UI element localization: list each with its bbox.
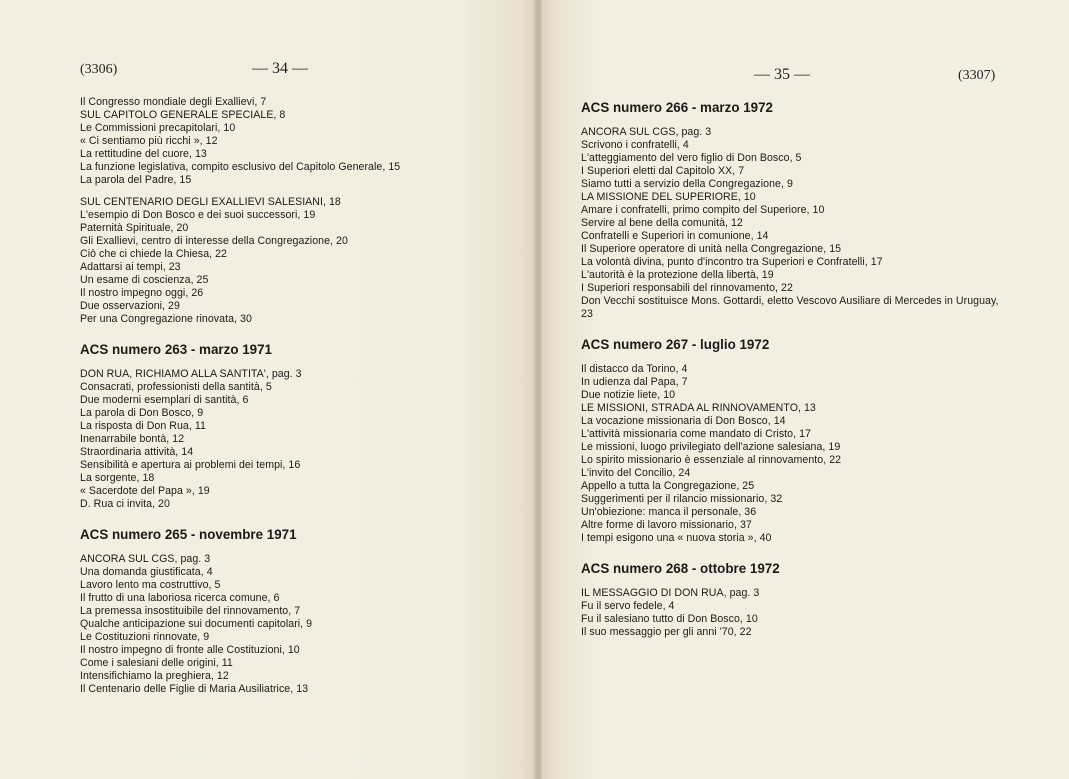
index-entry: Il Superiore operatore di unità nella Congregazione, 15 bbox=[581, 243, 842, 255]
left-index-column bbox=[80, 96, 520, 712]
index-entry: La parola di Don Bosco, 9 bbox=[80, 407, 204, 419]
index-entry: Gli Exallievi, centro di interesse della Congregazione, 20 bbox=[80, 235, 348, 247]
index-block bbox=[80, 196, 520, 326]
index-entry: Altre forme di lavoro missionario, 37 bbox=[581, 519, 752, 531]
index-entry: L'attività missionaria come mandato di Cristo, 17 bbox=[581, 428, 811, 440]
index-block bbox=[581, 587, 1001, 639]
index-entry: ANCORA SUL CGS, pag. 3 bbox=[581, 126, 712, 138]
index-entry: La premessa insostituibile del rinnovamento, 7 bbox=[80, 605, 301, 617]
index-entry: Suggerimenti per il rilancio missionario, 32 bbox=[581, 493, 783, 505]
index-entry: Il frutto di una laboriosa ricerca comune, 6 bbox=[80, 592, 280, 604]
index-entry: Inenarrabile bontà, 12 bbox=[80, 433, 185, 445]
index-block bbox=[581, 363, 1001, 545]
index-entry: I Superiori responsabili del rinnovamento, 22 bbox=[581, 282, 793, 294]
index-entry: Un'obiezione: manca il personale, 36 bbox=[581, 506, 757, 518]
index-entry: Come i salesiani delle origini, 11 bbox=[80, 657, 233, 669]
index-entry: Due osservazioni, 29 bbox=[80, 300, 180, 312]
left-header-number: (3306) bbox=[80, 62, 118, 77]
index-entry: Il Congresso mondiale degli Exallievi, 7 bbox=[80, 96, 267, 108]
index-entry: Lavoro lento ma costruttivo, 5 bbox=[80, 579, 221, 591]
index-entry: Il nostro impegno di fronte alle Costituzioni, 10 bbox=[80, 644, 300, 656]
index-block bbox=[80, 368, 520, 511]
index-entry: La vocazione missionaria di Don Bosco, 14 bbox=[581, 415, 786, 427]
left-page-number: — 34 — bbox=[252, 60, 308, 77]
right-header-number: (3307) bbox=[958, 68, 996, 83]
section-title: ACS numero 265 - novembre 1971 bbox=[80, 527, 297, 542]
index-entry: Lo spirito missionario è essenziale al rinnovamento, 22 bbox=[581, 454, 842, 466]
index-entry: Appello a tutta la Congregazione, 25 bbox=[581, 480, 755, 492]
index-section bbox=[581, 561, 1001, 639]
index-entry: Il nostro impegno oggi, 26 bbox=[80, 287, 204, 299]
section-title: ACS numero 267 - luglio 1972 bbox=[581, 337, 770, 352]
index-entry: I Superiori eletti dal Capitolo XX, 7 bbox=[581, 165, 745, 177]
index-entry: Paternità Spirituale, 20 bbox=[80, 222, 189, 234]
index-section bbox=[80, 96, 520, 326]
index-section bbox=[80, 527, 520, 696]
index-entry: In udienza dal Papa, 7 bbox=[581, 376, 688, 388]
index-entry: Il Centenario delle Figlie di Maria Ausiliatrice, 13 bbox=[80, 683, 309, 695]
index-entry: L'esempio di Don Bosco e dei suoi successori, 19 bbox=[80, 209, 316, 221]
index-entry: I tempi esigono una « nuova storia », 40 bbox=[581, 532, 772, 544]
index-section bbox=[581, 337, 1001, 545]
book-gutter bbox=[534, 0, 542, 779]
section-title: ACS numero 263 - marzo 1971 bbox=[80, 342, 273, 357]
index-entry: Consacrati, professionisti della santità, 5 bbox=[80, 381, 272, 393]
section-title: ACS numero 268 - ottobre 1972 bbox=[581, 561, 780, 576]
index-entry: La funzione legislativa, compito esclusivo del Capitolo Generale, 15 bbox=[80, 161, 401, 173]
right-page-number: — 35 — bbox=[754, 66, 810, 83]
index-entry: L'autorità è la protezione della libertà, 19 bbox=[581, 269, 774, 281]
index-entry: L'invito del Concilio, 24 bbox=[581, 467, 691, 479]
index-block bbox=[80, 553, 520, 696]
index-entry: SUL CENTENARIO DEGLI EXALLIEVI SALESIANI, 18 bbox=[80, 196, 341, 208]
index-entry: Intensifichiamo la preghiera, 12 bbox=[80, 670, 229, 682]
index-section bbox=[80, 342, 520, 511]
index-entry: Le missioni, luogo privilegiato dell'azione salesiana, 19 bbox=[581, 441, 841, 453]
index-entry: D. Rua ci invita, 20 bbox=[80, 498, 170, 510]
index-block bbox=[80, 96, 520, 187]
index-entry: Sensibilità e apertura ai problemi dei tempi, 16 bbox=[80, 459, 301, 471]
index-entry: Siamo tutti a servizio della Congregazione, 9 bbox=[581, 178, 793, 190]
index-entry: La parola del Padre, 15 bbox=[80, 174, 192, 186]
index-entry: Confratelli e Superiori in comunione, 14 bbox=[581, 230, 769, 242]
index-entry: Scrivono i confratelli, 4 bbox=[581, 139, 689, 151]
right-page bbox=[538, 0, 1069, 779]
index-entry: Qualche anticipazione sui documenti capitolari, 9 bbox=[80, 618, 313, 630]
index-entry: Amare i confratelli, primo compito del Superiore, 10 bbox=[581, 204, 825, 216]
index-entry: Le Commissioni precapitolari, 10 bbox=[80, 122, 236, 134]
index-entry: La rettitudine del cuore, 13 bbox=[80, 148, 207, 160]
index-entry: Il distacco da Torino, 4 bbox=[581, 363, 688, 375]
index-entry: Due moderni esemplari di santità, 6 bbox=[80, 394, 249, 406]
index-entry: Per una Congregazione rinovata, 30 bbox=[80, 313, 252, 325]
index-block bbox=[581, 126, 1001, 321]
index-entry: La sorgente, 18 bbox=[80, 472, 155, 484]
index-entry: « Sacerdote del Papa », 19 bbox=[80, 485, 210, 497]
index-entry: Due notizie liete, 10 bbox=[581, 389, 676, 401]
index-entry: Le Costituzioni rinnovate, 9 bbox=[80, 631, 210, 643]
index-entry: Adattarsi ai tempi, 23 bbox=[80, 261, 181, 273]
index-entry: ANCORA SUL CGS, pag. 3 bbox=[80, 553, 211, 565]
index-entry: L'atteggiamento del vero figlio di Don Bosco, 5 bbox=[581, 152, 802, 164]
index-entry: Il suo messaggio per gli anni '70, 22 bbox=[581, 626, 752, 638]
index-entry: Straordinaria attività, 14 bbox=[80, 446, 194, 458]
index-entry: DON RUA, RICHIAMO ALLA SANTITA', pag. 3 bbox=[80, 368, 302, 380]
index-entry: IL MESSAGGIO DI DON RUA, pag. 3 bbox=[581, 587, 760, 599]
index-entry: Ciò che ci chiede la Chiesa, 22 bbox=[80, 248, 228, 260]
index-entry: Don Vecchi sostituisce Mons. Gottardi, eletto Vescovo Ausiliare di Mercedes in Uruguay, 23 bbox=[581, 295, 999, 320]
index-entry: Servire al bene della comunità, 12 bbox=[581, 217, 743, 229]
index-entry: « Ci sentiamo più ricchi », 12 bbox=[80, 135, 218, 147]
index-entry: LE MISSIONI, STRADA AL RINNOVAMENTO, 13 bbox=[581, 402, 816, 414]
right-index-column bbox=[581, 100, 1001, 655]
index-section bbox=[581, 100, 1001, 321]
index-entry: La volontà divina, punto d'incontro tra Superiori e Confratelli, 17 bbox=[581, 256, 883, 268]
section-title: ACS numero 266 - marzo 1972 bbox=[581, 100, 774, 115]
index-entry: LA MISSIONE DEL SUPERIORE, 10 bbox=[581, 191, 756, 203]
index-entry: Una domanda giustificata, 4 bbox=[80, 566, 213, 578]
index-entry: La risposta di Don Rua, 11 bbox=[80, 420, 206, 432]
index-entry: Un esame di coscienza, 25 bbox=[80, 274, 209, 286]
index-entry: Fu il servo fedele, 4 bbox=[581, 600, 675, 612]
index-entry: Fu il salesiano tutto di Don Bosco, 10 bbox=[581, 613, 758, 625]
index-entry: SUL CAPITOLO GENERALE SPECIALE, 8 bbox=[80, 109, 286, 121]
